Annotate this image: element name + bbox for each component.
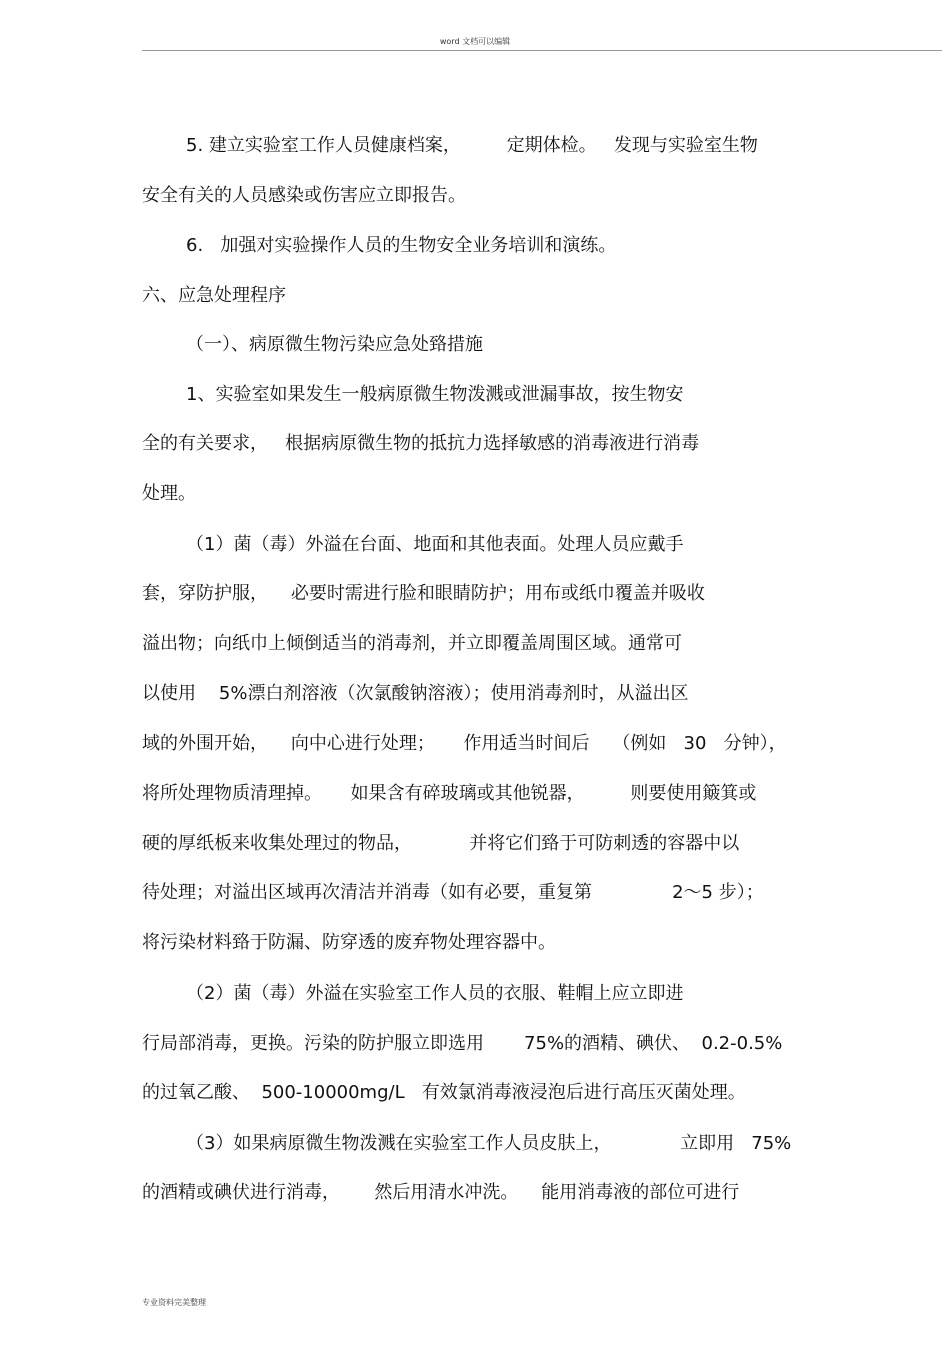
paragraph-5-line-1: 5. 建立实验室工作人员健康档案， 定期体检。 发现与实验室生物 <box>186 135 758 156</box>
item-1-3-line-1: （3）如果病原微生物泼溅在实验室工作人员皮肤上， 立即用 75% <box>186 1133 792 1154</box>
item-1-1-line-9: 将污染材料臵于防漏、防穿透的废弃物处理容器中。 <box>142 932 556 953</box>
item-1-1-line-6: 将所处理物质清理掉。 如果含有碎玻璃或其他锐器， 则要使用簸箕或 <box>142 783 757 804</box>
item-1-2-line-1: （2）菌（毒）外溢在实验室工作人员的衣服、鞋帽上应立即进 <box>186 983 684 1004</box>
item-1-line-3: 处理。 <box>142 483 196 504</box>
item-1-line-1: 1、实验室如果发生一般病原微生物泼溅或泄漏事故，按生物安 <box>186 384 684 405</box>
paragraph-6: 6. 加强对实验操作人员的生物安全业务培训和演练。 <box>186 235 617 256</box>
item-1-1-line-1: （1）菌（毒）外溢在台面、地面和其他表面。处理人员应戴手 <box>186 534 684 555</box>
item-1-1-line-5: 域的外围开始， 向中心进行处理； 作用适当时间后 （例如 30 分钟）， <box>142 733 787 754</box>
subsection-heading-1: （一）、病原微生物污染应急处臵措施 <box>186 334 483 355</box>
page-header: word 文档可以编辑 <box>439 37 511 46</box>
section-heading-6: 六、应急处理程序 <box>142 285 286 306</box>
item-1-1-line-4: 以使用 5%漂白剂溶液（次氯酸钠溶液）；使用消毒剂时，从溢出区 <box>142 683 689 704</box>
header-rule <box>142 50 942 51</box>
item-1-1-line-8: 待处理；对溢出区域再次清洁并消毒（如有必要，重复第 2～5 步）； <box>142 882 764 903</box>
item-1-2-line-2: 行局部消毒，更换。污染的防护服立即选用 75%的酒精、碘伏、 0.2-0.5% <box>142 1033 783 1054</box>
paragraph-5-line-2: 安全有关的人员感染或伤害应立即报告。 <box>142 185 466 206</box>
item-1-3-line-2: 的酒精或碘伏进行消毒， 然后用清水冲洗。 能用消毒液的部位可进行 <box>142 1182 740 1203</box>
item-1-1-line-2: 套，穿防护服， 必要时需进行脸和眼睛防护；用布或纸巾覆盖并吸收 <box>142 583 705 604</box>
item-1-line-2: 全的有关要求， 根据病原微生物的抵抗力选择敏感的消毒液进行消毒 <box>142 433 700 454</box>
item-1-1-line-3: 溢出物；向纸巾上倾倒适当的消毒剂，并立即覆盖周围区域。通常可 <box>142 633 682 654</box>
item-1-2-line-3: 的过氧乙酸、 500-10000mg/L 有效氯消毒液浸泡后进行高压灭菌处理。 <box>142 1082 746 1103</box>
item-1-1-line-7: 硬的厚纸板来收集处理过的物品， 并将它们臵于可防刺透的容器中以 <box>142 833 740 854</box>
page-footer: 专业资料完美整理 <box>142 1298 206 1307</box>
